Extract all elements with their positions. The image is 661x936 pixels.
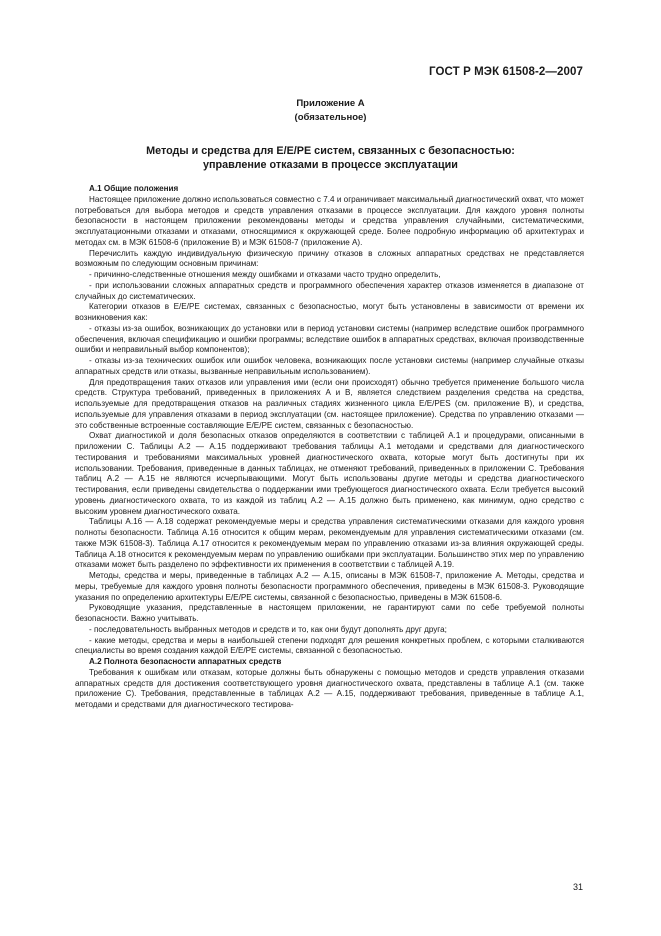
list-item: - отказы из-за технических ошибок или ошибок человека, возникающих после установки системы (например случайные отказы аппаратных средств или отказы, вызванные неправильным использованием). <box>75 356 584 376</box>
list-item: - какие методы, средства и меры в наибольшей степени подходят для решения конкретных проблем, с которыми сталкиваются специалисты во время создания каждой E/E/PE системы, связанной с безопасностью. <box>75 635 584 656</box>
list-item: - последовательность выбранных методов и средств и то, как они будут дополнять друг друга; <box>89 624 447 634</box>
paragraph: Методы, средства и меры, приведенные в таблицах А.2 — А.15, описаны в МЭК 61508-7, приложение А. Методы, средства и меры, требуемые для каждого уровня полноты безопасности программного обеспечения, приведены в МЭК 61508-3. Руководящие указания по определению архитектуры E/E/PE системы, связанной с безопасностью, приведены в МЭК 61508-6. <box>75 571 584 602</box>
paragraph: Таблицы А.16 — А.18 содержат рекомендуемые меры и средства управления систематическими отказами для каждого уровня полноты безопасности. Таблица А.16 относится к общим мерам, рекомендуемым для управления систематическими отказами (см. также МЭК 61508-3). Таблица А.17 относится к рекомендуемым мерам по управлению отказами из-за влияния окружающей среды. Таблица А.18 относится к рекомендуемым мерам по управлению ошибками при эксплуатации. Большинство этих мер по управлению отказами может быть разделено по эффективности их применения в соответствии с таблицей А.19. <box>75 517 584 570</box>
paragraph: Для предотвращения таких отказов или управления ими (если они происходят) обычно требуется применение большого числа средств. Структура требований, приведенных в приложениях А и В, является следствием разделения средства на средства, используемые для предотвращения отказов на различных стадиях жизненного цикла E/E/PES (см. приложение В), и средства, используемые для управления отказами в период эксплуатации (см. настоящее приложение). Средства по управлению отказами — это собственные встроенные составляющие E/E/PE систем, связанных с безопасностью. <box>75 377 584 430</box>
document-title-line-1: Методы и средства для E/E/PE систем, связанных с безопасностью: <box>146 145 515 157</box>
paragraph: Руководящие указания, представленные в настоящем приложении, не гарантируют сами по себе требуемой полноты безопасности. Важно учитывать. <box>75 603 584 623</box>
standard-header: ГОСТ Р МЭК 61508-2—2007 <box>429 66 583 78</box>
annex-status: (обязательное) <box>294 112 367 123</box>
list-item: - отказы из-за ошибок, возникающих до установки или в период установки системы (например вследствие ошибок программного обеспечения, включая спецификацию и ошибки программы; вследствие ошибок в аппаратных средствах, включая производственные ошибки и неправильный выбор компонентов); <box>75 323 584 355</box>
section-heading: А.2 Полнота безопасности аппаратных средств <box>89 657 282 666</box>
paragraph: Настоящее приложение должно использоваться совместно с 7.4 и ограничивает максимальный диагностический охват, что может потребоваться для выбора методов и средств управления отказами в процессе эксплуатации. Для каждого уровня полноты безопасности в настоящем приложении рекомендованы методы и средства управления случайными, систематическими, эксплуатационными отказами и отказами, относящимися к окружающей среде. Более подробную информацию об архитектурах и методах см. в МЭК 61508-6 (приложение В) и МЭК 61508-7 (приложение А). <box>75 194 584 247</box>
paragraph: Требования к ошибкам или отказам, которые должны быть обнаружены с помощью методов и средств управления отказами аппаратных средств для достижения соответствующего уровня диагностического охвата, представлены в таблице А.1 (см. также приложение С). Требования, представленные в таблицах А.2 — А.15, поддерживают требования, приведенные в таблице А.1, методами и средствами для диагностического тестирова- <box>75 667 584 709</box>
body-text <box>75 184 584 711</box>
annex-title: Приложение А <box>296 98 365 109</box>
list-item: - при использовании сложных аппаратных средств и программного обеспечения характер отказов изменяется в диапазоне от случайных до систематических. <box>75 280 584 301</box>
paragraph: Охват диагностикой и доля безопасных отказов определяются в соответствии с таблицей А.1 и процедурами, описанными в приложении С. Таблицы А.2 — А.15 поддерживают требования таблицы А.1 методами и средствами для диагностического тестирования и требованиями максимальных уровней диагностического охвата, которые могут быть достигнуты при их использовании. Требования, приведенные в данных таблицах, не отменяют требований, приведенных в приложении С. Требования таблиц А.2 — А.15 не являются исчерпывающими. Могут быть использованы другие методы и средства диагностического тестирования, если приведены свидетельства о поддержании ими требующегося диагностического охвата. Если требуется высокий уровень диагностического охвата, то из каждой из таблиц А.2 — А.15 должно быть применено, как минимум, одно средство с высоким уровнем диагностического охвата. <box>75 431 584 516</box>
paragraph: Категории отказов в E/E/PE системах, связанных с безопасностью, могут быть установлены в зависимости от времени их возникновения как: <box>75 302 584 322</box>
document-title-line-2: управление отказами в процессе эксплуатации <box>203 159 458 171</box>
list-item: - причинно-следственные отношения между ошибками и отказами часто трудно определить, <box>89 270 441 279</box>
paragraph: Перечислить каждую индивидуальную физическую причину отказов в сложных аппаратных средствах не представляется возможным по следующим основным причинам: <box>75 248 584 269</box>
section-heading: А.1 Общие положения <box>89 184 179 193</box>
page-number: 31 <box>572 882 583 892</box>
